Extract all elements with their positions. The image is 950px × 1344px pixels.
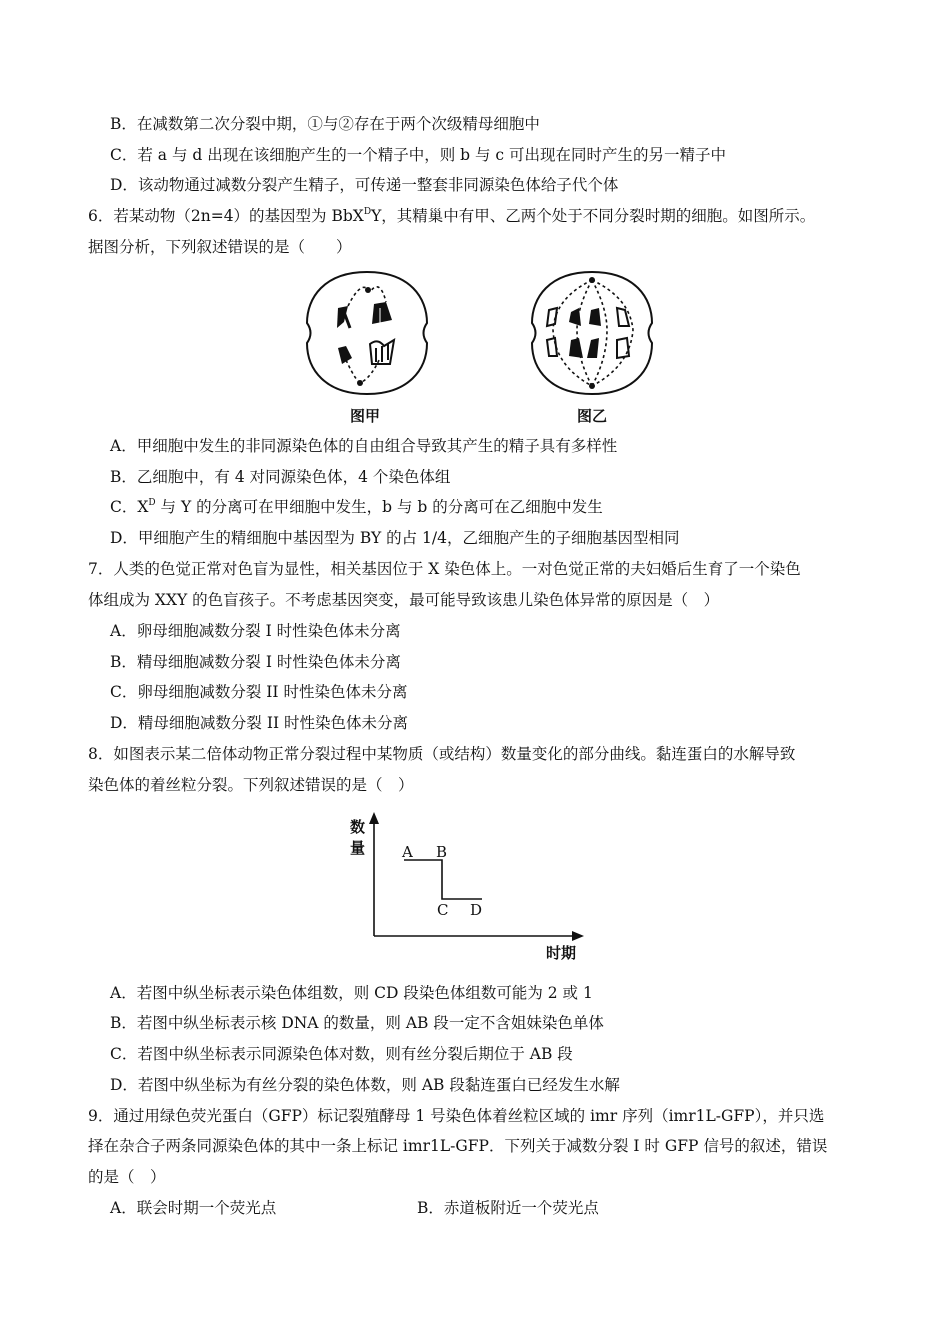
- q7-option-d: D．精母细胞减数分裂 II 时性染色体未分离: [110, 714, 409, 732]
- x-axis-label: 时期: [546, 944, 577, 962]
- y-axis-label-1: 数: [350, 818, 366, 836]
- q7-option-b: B．精母细胞减数分裂 I 时性染色体未分离: [110, 653, 401, 671]
- step-curve: [404, 860, 482, 899]
- q7-stem-line1: 7．人类的色觉正常对色盲为显性，相关基因位于 X 染色体上。一对色觉正常的夫妇婚后生育了一个染色: [88, 560, 801, 578]
- q9-option-b: B．赤道板附近一个荧光点: [417, 1199, 599, 1217]
- q6-stem: 6．若某动物（2n=4）的基因型为 BbX$^D$Y，其精巢中有甲、乙两个处于不同分裂时期的细胞。如图所示。: [88, 207, 816, 225]
- q9-option-a: A．联会时期一个荧光点: [110, 1199, 277, 1217]
- q8-option-d: D．若图中纵坐标为有丝分裂的染色体数，则 AB 段黏连蛋白已经发生水解: [110, 1076, 620, 1094]
- x-axis-arrow: [572, 931, 584, 941]
- q9-stem-line3: 的是（ ）: [88, 1168, 166, 1186]
- q5-option-b: B．在减数第二次分裂中期，①与②存在于两个次级精母细胞中: [110, 115, 540, 133]
- cell-figure-a: [300, 268, 434, 398]
- q8-option-c: C．若图中纵坐标表示同源染色体对数，则有丝分裂后期位于 AB 段: [110, 1045, 573, 1063]
- q6-option-a: A．甲细胞中发生的非同源染色体的自由组合导致其产生的精子具有多样性: [110, 437, 618, 455]
- q8-stem-line2: 染色体的着丝粒分裂。下列叙述错误的是（ ）: [88, 776, 414, 794]
- figure-b-caption: 图乙: [577, 407, 608, 425]
- q8-stem-line1: 8．如图表示某二倍体动物正常分裂过程中某物质（或结构）数量变化的部分曲线。黏连蛋白的水解导致: [88, 745, 796, 763]
- point-label-c: C: [437, 901, 449, 919]
- q9-stem-line2: 择在杂合子两条同源染色体的其中一条上标记 imr1L-GFP．下列关于减数分裂 I 时 GFP 信号的叙述，错误: [88, 1137, 828, 1155]
- q5-option-c: C．若 a 与 d 出现在该细胞产生的一个精子中，则 b 与 c 可出现在同时产生的另一精子中: [110, 146, 727, 164]
- q9-stem-line1: 9．通过用绿色荧光蛋白（GFP）标记裂殖酵母 1 号染色体着丝粒区域的 imr 序列（imr1L-GFP），并只选: [88, 1107, 825, 1125]
- y-axis-label-2: 量: [350, 839, 366, 857]
- q6-stem-line2: 据图分析，下列叙述错误的是（ ）: [88, 238, 352, 256]
- step-chart: [340, 808, 600, 968]
- q7-option-c: C．卵母细胞减数分裂 II 时性染色体未分离: [110, 683, 408, 701]
- point-label-b: B: [436, 843, 448, 861]
- q5-option-d: D．该动物通过减数分裂产生精子，可传递一整套非同源染色体给子代个体: [110, 176, 619, 194]
- point-label-a: A: [402, 843, 413, 861]
- q8-option-b: B．若图中纵坐标表示核 DNA 的数量，则 AB 段一定不含姐妹染色单体: [110, 1014, 604, 1032]
- q7-option-a: A．卵母细胞减数分裂 I 时性染色体未分离: [110, 622, 401, 640]
- q7-stem-line2: 体组成为 XXY 的色盲孩子。不考虑基因突变，最可能导致该患儿染色体异常的原因是（ ）: [88, 591, 720, 609]
- q6-option-b: B．乙细胞中，有 4 对同源染色体，4 个染色体组: [110, 468, 451, 486]
- q8-option-a: A．若图中纵坐标表示染色体组数，则 CD 段染色体组数可能为 2 或 1: [110, 984, 593, 1002]
- q6-option-d: D．甲细胞产生的精细胞中基因型为 BY 的占 1/4，乙细胞产生的子细胞基因型相同: [110, 529, 680, 547]
- y-axis-arrow: [369, 812, 379, 824]
- q6-option-c: C．$X^D$ 与 Y 的分离可在甲细胞中发生，b 与 b 的分离可在乙细胞中发生: [110, 498, 603, 516]
- point-label-d: D: [470, 901, 483, 919]
- cell-figure-b: [525, 268, 659, 398]
- figure-a-caption: 图甲: [350, 407, 381, 425]
